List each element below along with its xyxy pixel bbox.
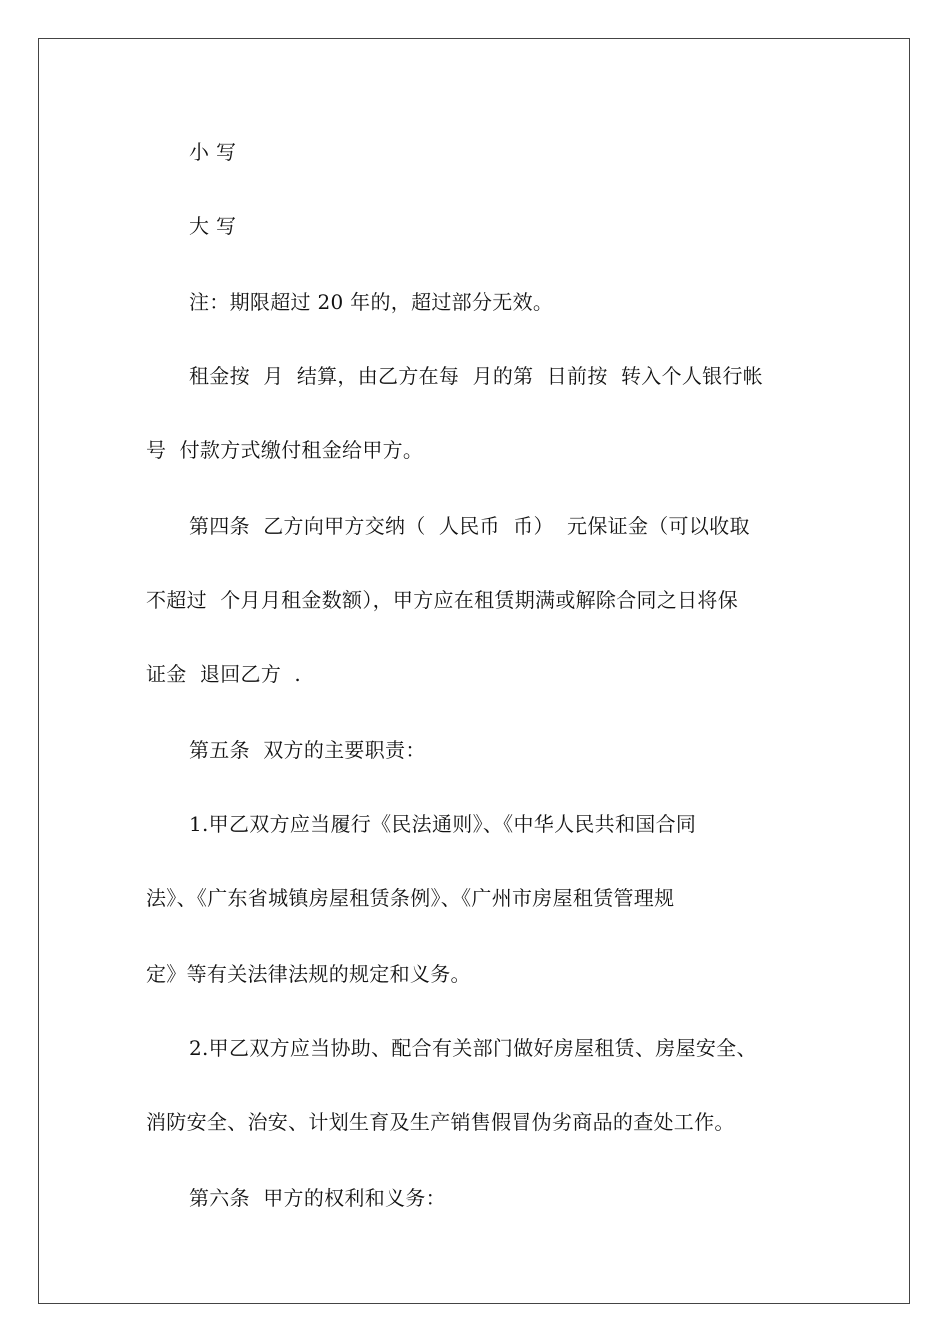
text-line-article-4: 第四条 乙方向甲方交纳（ 人民币 币） 元保证金（可以收取 [189, 514, 750, 538]
text-line-deposit-limit: 不超过 个月月租金数额），甲方应在租赁期满或解除合同之日将保 [146, 588, 739, 612]
text-line-article-6: 第六条 甲方的权利和义务： [189, 1186, 446, 1210]
text-line-duty-1-cont: 法》、《广东省城镇房屋租赁条例》、《广州市房屋租赁管理规 [146, 886, 675, 910]
text-line-uppercase-amount: 大 写 [189, 214, 237, 238]
text-line-duty-2-cont: 消防安全、治安、计划生育及生产销售假冒伪劣商品的查处工作。 [146, 1110, 735, 1134]
text-line-duty-2: 2.甲乙双方应当协助、配合有关部门做好房屋租赁、房屋安全、 [189, 1036, 757, 1060]
text-line-duty-1: 1.甲乙双方应当履行《民法通则》、《中华人民共和国合同 [189, 812, 697, 836]
text-line-article-5: 第五条 双方的主要职责： [189, 738, 426, 762]
text-line-rent-payment: 号 付款方式缴付租金给甲方。 [146, 438, 424, 462]
text-line-note-term: 注：期限超过 20 年的，超过部分无效。 [189, 290, 554, 314]
text-line-rent-settlement: 租金按 月 结算，由乙方在每 月的第 日前按 转入个人银行帐 [189, 364, 764, 388]
text-line-deposit-refund: 证金 退回乙方 . [146, 662, 302, 686]
text-line-lowercase-amount: 小 写 [189, 140, 237, 164]
text-line-duty-1-end: 定》等有关法律法规的规定和义务。 [146, 962, 471, 986]
